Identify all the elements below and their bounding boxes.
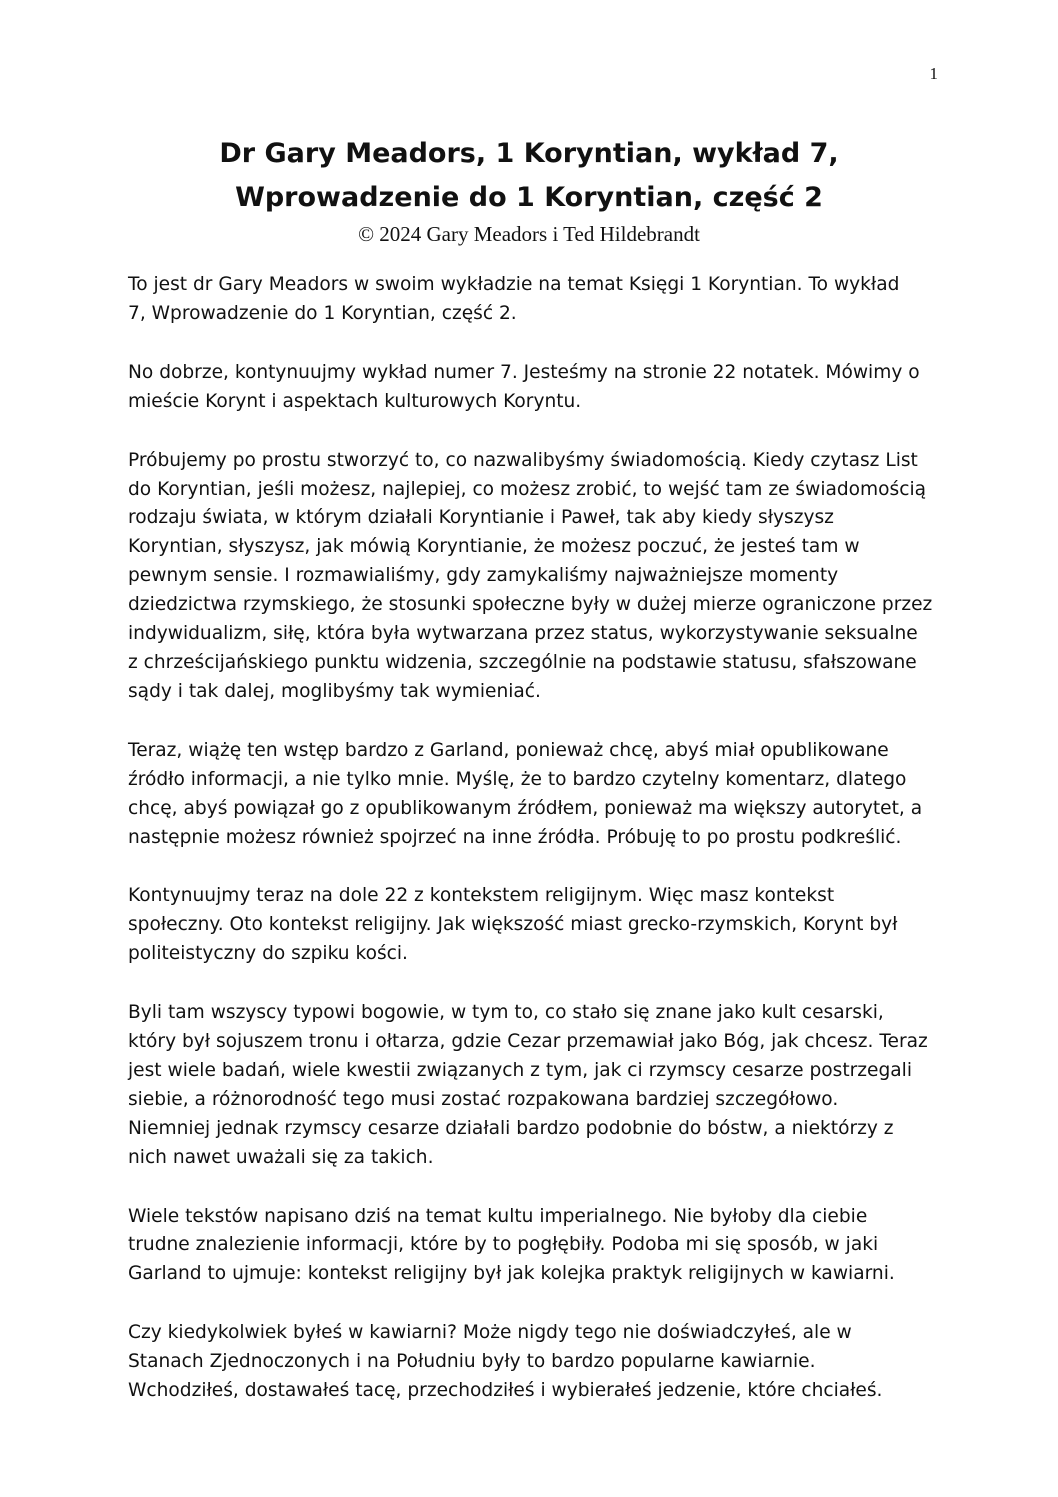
text-line: Wchodziłeś, dostawałeś tacę, przechodziłeś i wybierałeś jedzenie, które chciałeś. [128, 1380, 883, 1402]
text-line: mieście Korynt i aspektach kulturowych Koryntu. [128, 390, 582, 412]
paragraph-7 [128, 1203, 948, 1290]
text-line: siebie, a różnorodność tego musi zostać rozpakowana bardziej szczegółowo. [128, 1088, 839, 1110]
paragraph-8 [128, 1319, 948, 1406]
text-line: rodzaju świata, w którym działali Koryntianie i Paweł, tak aby kiedy słyszysz [128, 507, 834, 529]
document-header [0, 132, 1058, 247]
text-line: Byli tam wszyscy typowi bogowie, w tym to, co stało się znane jako kult cesarski, [128, 1002, 884, 1024]
text-line: Teraz, wiążę ten wstęp bardzo z Garland, ponieważ chcę, abyś miał opublikowane [128, 739, 889, 761]
document-title-line-2: Wprowadzenie do 1 Koryntian, część 2 [235, 182, 823, 213]
text-line: Czy kiedykolwiek byłeś w kawiarni? Może nigdy tego nie doświadczyłeś, ale w [128, 1322, 852, 1344]
text-line: społeczny. Oto kontekst religijny. Jak większość miast grecko-rzymskich, Korynt był [128, 914, 898, 936]
document-body [128, 271, 948, 1436]
paragraph-4 [128, 737, 948, 853]
text-line: chcę, abyś powiązał go z opublikowanym źródłem, ponieważ ma większy autorytet, a [128, 797, 923, 819]
text-line: z chrześcijańskiego punktu widzenia, szczególnie na podstawie statusu, sfałszowane [128, 651, 917, 673]
text-line: Niemniej jednak rzymscy cesarze działali bardzo podobnie do bóstw, a niektórzy z [128, 1117, 894, 1139]
text-line: źródło informacji, a nie tylko mnie. Myślę, że to bardzo czytelny komentarz, dlatego [128, 768, 907, 790]
paragraph-3 [128, 447, 948, 707]
paragraph-6 [128, 999, 948, 1172]
text-line: nich nawet uważali się za takich. [128, 1146, 434, 1168]
text-line: jest wiele badań, wiele kwestii związanych z tym, jak ci rzymscy cesarze postrzegali [128, 1059, 912, 1081]
paragraph-1 [128, 271, 948, 329]
text-line: sądy i tak dalej, moglibyśmy tak wymieniać. [128, 680, 541, 702]
text-line: To jest dr Gary Meadors w swoim wykładzie na temat Księgi 1 Koryntian. To wykład [128, 274, 900, 295]
text-line: Garland to ujmuje: kontekst religijny był jak kolejka praktyk religijnych w kawiarni. [128, 1263, 895, 1285]
text-line: pewnym sensie. I rozmawialiśmy, gdy zamykaliśmy najważniejsze momenty [128, 565, 839, 587]
text-line: dziedzictwa rzymskiego, że stosunki społeczne były w dużej mierze ograniczone przez [128, 594, 933, 616]
text-line: który był sojuszem tronu i ołtarza, gdzie Cezar przemawiał jako Bóg, jak chcesz. Teraz [128, 1031, 928, 1053]
text-line: 7, Wprowadzenie do 1 Koryntian, część 2. [128, 302, 517, 324]
text-line: Stanach Zjednoczonych i na Południu były to bardzo popularne kawiarnie. [128, 1351, 816, 1373]
text-line: Kontynuujmy teraz na dole 22 z kontekstem religijnym. Więc masz kontekst [128, 885, 835, 907]
paragraph-5 [128, 882, 948, 969]
text-line: No dobrze, kontynuujmy wykład numer 7. Jesteśmy na stronie 22 notatek. Mówimy o [128, 361, 920, 383]
text-line: Koryntian, słyszysz, jak mówią Koryntianie, że możesz poczuć, że jesteś tam w [128, 536, 860, 558]
page-number: 1 [929, 64, 938, 83]
text-line: trudne znalezienie informacji, które by to pogłębiły. Podoba mi się sposób, w jaki [128, 1234, 879, 1256]
document-title-line-1: Dr Gary Meadors, 1 Koryntian, wykład 7, [219, 138, 839, 169]
paragraph-2 [128, 359, 948, 417]
copyright-notice: © 2024 Gary Meadors i Ted Hildebrandt [358, 222, 700, 246]
text-line: do Koryntian, jeśli możesz, najlepiej, co możesz zrobić, to wejść tam ze świadomością [128, 478, 927, 500]
text-line: politeistyczny do szpiku kości. [128, 943, 408, 965]
text-line: następnie możesz również spojrzeć na inne źródła. Próbuję to po prostu podkreślić. [128, 826, 902, 848]
text-line: Próbujemy po prostu stworzyć to, co nazwalibyśmy świadomością. Kiedy czytasz List [128, 449, 918, 471]
text-line: Wiele tekstów napisano dziś na temat kultu imperialnego. Nie byłoby dla ciebie [128, 1205, 868, 1227]
text-line: indywidualizm, siłę, która była wytwarzana przez status, wykorzystywanie seksualne [128, 623, 918, 645]
